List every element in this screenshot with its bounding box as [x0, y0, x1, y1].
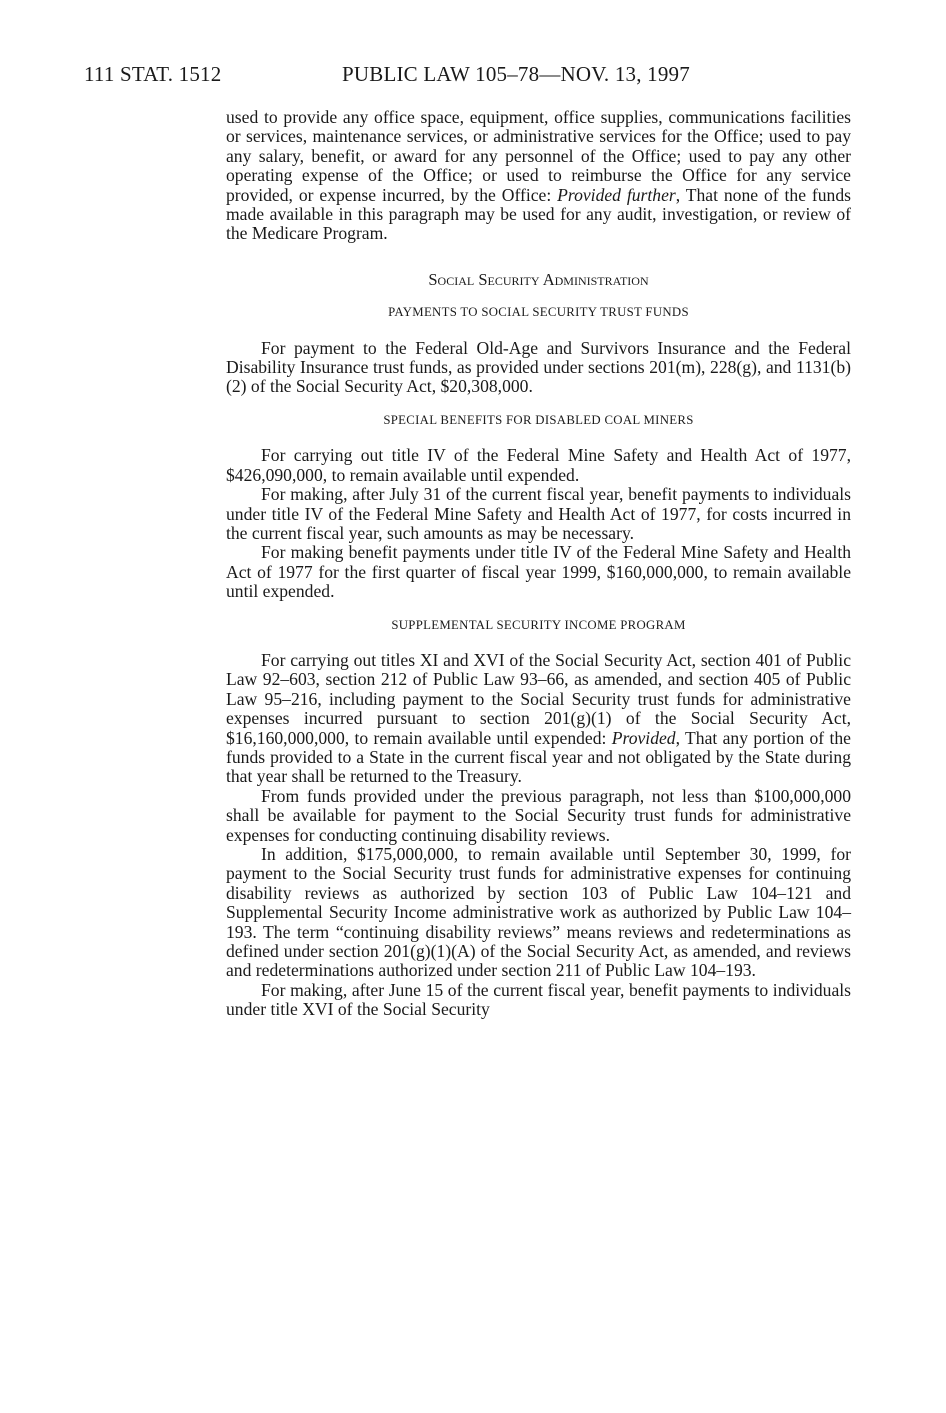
continued-paragraph — [226, 108, 851, 244]
italic-proviso: Provided further — [557, 184, 676, 205]
section-heading-ssi-program: SUPPLEMENTAL SECURITY INCOME PROGRAM — [391, 617, 686, 632]
paragraph: For making, after June 15 of the current fiscal year, benefit payments to individuals under title XVI of the Social Security — [226, 979, 851, 1020]
document-body — [226, 108, 851, 1020]
paragraph: For carrying out title IV of the Federal Mine Safety and Health Act of 1977, $426,090,000, to remain available until expended. — [226, 445, 851, 485]
paragraph: For payment to the Federal Old-Age and Survivors Insurance and the Federal Disability Insurance trust funds, as provided under sections 201(m), 228(g), and 1131(b)(2) of the Social Security Act, $20,308,000. — [226, 337, 851, 397]
public-law-citation: PUBLIC LAW 105–78—NOV. 13, 1997 — [342, 62, 690, 86]
paragraph: From funds provided under the previous paragraph, not less than $100,000,000 shall be available for payment to the Social Security trust funds for administrative expenses for conducting continuing disability reviews. — [226, 785, 851, 845]
section-heading-coal-miners: SPECIAL BENEFITS FOR DISABLED COAL MINERS — [383, 412, 694, 427]
paragraph-text: used to provide any office space, equipment, office supplies, communications facilities or services, maintenance services, or administrative services for the Office; used to pay any salary, benefit, or award for any personnel of the Office; used to pay any other operating expense of the Office; or used to reimburse the Office for any service provided, or expense incurred, by the Office: — [226, 107, 851, 205]
paragraph: For making, after July 31 of the current fiscal year, benefit payments to individuals under title IV of the Federal Mine Safety and Health Act of 1977, for costs incurred in the current fiscal year, such amounts as may be necessary. — [226, 484, 851, 543]
section-heading-trust-funds: PAYMENTS TO SOCIAL SECURITY TRUST FUNDS — [388, 305, 689, 320]
page-header — [84, 62, 764, 88]
statute-page-number: 111 STAT. 1512 — [84, 62, 222, 86]
paragraph — [226, 651, 851, 787]
agency-heading: Social Security Administration — [428, 269, 649, 289]
paragraph-text: For carrying out titles XI and XVI of the Social Security Act, section 401 of Public Law 92–603, section 212 of Public Law 93–66, as amended, and section 405 of Public Law 95–216, including payment to the Social Security trust funds for administrative expenses incurred pursuant to section 201(g)(1) of the Social Security Act, $16,160,000,000, to remain available until expended: — [226, 649, 851, 748]
paragraph-text: , That any portion of the funds provided to a State in the current fiscal year and not obligated by the State during that year shall be returned to the Treasury. — [226, 727, 851, 787]
paragraph-text: , That none of the funds made available in this paragraph may be used for any audit, investigation, or review of the Medicare Program. — [226, 184, 851, 244]
paragraph: For making benefit payments under title IV of the Federal Mine Safety and Health Act of 1977 for the first quarter of fiscal year 1999, $160,000,000, to remain available until expended. — [226, 542, 851, 602]
paragraph: In addition, $175,000,000, to remain available until September 30, 1999, for payment to the Social Security trust funds for administrative expenses for continuing disability reviews as authorized by section 103 of Public Law 104–121 and Supplemental Security Income administrative work as authorized by Public Law 104–193. The term “continuing disability reviews” means reviews and redeterminations as defined under section 201(g)(1)(A) of the Social Security Act, as amended, and reviews and redeterminations authorized under section 211 of Public Law 104–193. — [226, 844, 851, 981]
italic-proviso: Provided — [611, 727, 676, 748]
